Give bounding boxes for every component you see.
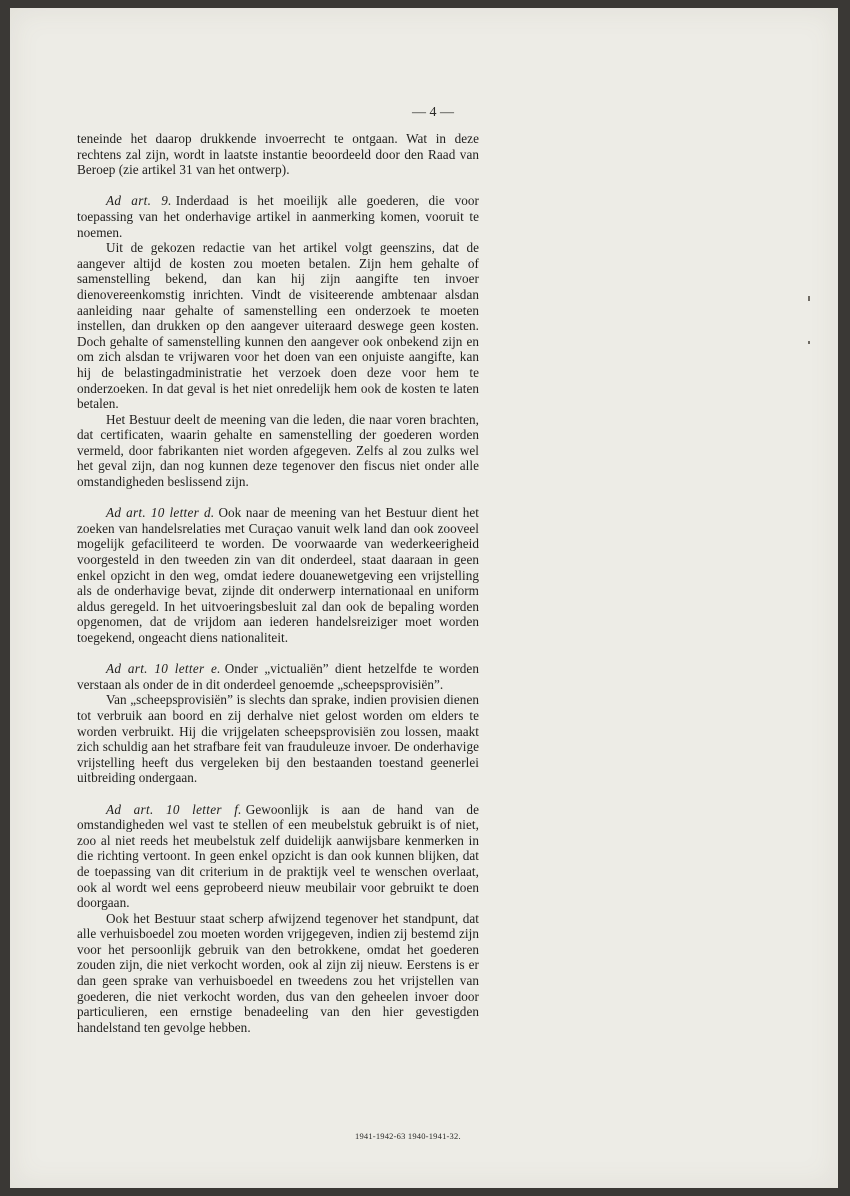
- paragraph: Het Bestuur deelt de meening van die leden, die naar voren brachten, dat certificaten, waarin gehalte en samenstelling der goederen worden vermeld, door fabrikanten niet worden afgegeven. Zelfs al zou zulks wel het geval zijn, dan nog kunnen deze tegenover den fiscus niet onder alle omstandigheden beslissend zijn.: [77, 411, 479, 490]
- body-text: [77, 131, 479, 1035]
- paragraph: Ad art. 10 letter d. Ook naar de meening van het Bestuur dient het zoeken van handelsrelaties met Curaçao vanuit welk land dan ook zooveel mogelijk gefaciliteerd te worden. De voorwaarde van wederkeerigheid voorgesteld in den tweeden zin van dit onderdeel, staat daaraan in geen enkel opzicht in den weg, omdat iedere douanewetgeving een vrijstelling als de onderhavige bevat, zijnde dit onderwerp internationaal en uniform aldus geregeld. In het uitvoeringsbesluit zal dan ook de bepaling worden opgenomen, dat de vrijdom aan iederen handelsreiziger moet worden toegekend, ongeacht diens nationaliteit.: [77, 505, 479, 645]
- footer-code: 1941-1942-63 1940-1941-32.: [355, 1131, 461, 1141]
- paragraph: Uit de gekozen redactie van het artikel volgt geenszins, dat de aangever altijd de kosten zou moeten betalen. Zijn hem gehalte of samenstelling bekend, dan kan hij zijn aangifte ten invoer dienovereenkomstig inrichten. Vindt de visiteerende ambtenaar alsdan aanleiding naar gehalte of samenstelling een onderzoek te moeten instellen, dan drukken op den aangever uiteraard deswege geen kosten. Doch gehalte of samenstelling kunnen den aangever ook onbekend zijn en om zich alsdan te vrijwaren voor het doen van een onjuiste aangifte, kan hij de belastingadministratie het verzoek doen deze voor hem te onderzoeken. In dat geval is het niet onredelijk hem ook de kosten te laten betalen.: [77, 240, 479, 412]
- article-reference: Ad art. 10 letter f.: [106, 801, 242, 817]
- article-reference: Ad art. 10 letter e.: [106, 661, 221, 677]
- margin-mark: [808, 341, 810, 344]
- paragraph: Ook het Bestuur staat scherp afwijzend tegenover het standpunt, dat alle verhuisboedel zou moeten worden vrijgegeven, indien zij bestemd zijn voor het persoonlijk gebruik van den betrokkene, omdat het goederen zouden zijn, die niet verkocht worden, ook al zijn zij nieuw. Eerstens is er dan geen sprake van verhuisboedel en tweedens zou het vrijstellen van goederen, die niet verkocht worden, dus van den geheelen invoer door particulieren, een ernstige benadeeling van den hier gevestigden handelstand ten gevolge hebben.: [77, 910, 479, 1035]
- paragraph: Ad art. 10 letter f. Gewoonlijk is aan de hand van de omstandigheden wel vast te stellen of een meubelstuk gebruikt is of niet, zoo al niet reeds het meubelstuk zelf duidelijk aanwijsbare kenmerken in die richting vertoont. In geen enkel opzicht is dan ook kunnen blijken, dat de toepassing van dit criterium in de praktijk veel te wenschen overlaat, ook al wordt wel eens geprobeerd nieuw meubilair voor gebruikt te doen doorgaan.: [77, 801, 479, 911]
- paragraph: Ad art. 9. Inderdaad is het moeilijk alle goederen, die voor toepassing van het onderhavige artikel in aanmerking komen, vooruit te noemen.: [77, 193, 479, 240]
- article-reference: Ad art. 10 letter d.: [106, 505, 215, 521]
- paragraph: teneinde het daarop drukkende invoerrecht te ontgaan. Wat in deze rechtens zal zijn, wordt in laatste instantie beoordeeld door den Raad van Beroep (zie artikel 31 van het ontwerp).: [77, 131, 479, 178]
- paragraph: Ad art. 10 letter e. Onder „victualiën” dient hetzelfde te worden verstaan als onder de in dit onderdeel genoemde „scheepsprovisiën”.: [77, 661, 479, 692]
- document-page: [10, 8, 838, 1188]
- paragraph: Van „scheepsprovisiën” is slechts dan sprake, indien provisien dienen tot verbruik aan boord en zij derhalve niet gelost worden om elders te worden verbruikt. Hij die vrijgelaten scheepsprovisiën zou lossen, maakt zich schuldig aan het strafbare feit van frauduleuze invoer. De onderhavige vrijstelling heeft dus vergeleken bij den bestaanden toestand geenerlei uitbreiding ondergaan.: [77, 692, 479, 786]
- margin-mark: [808, 296, 810, 301]
- page-number: — 4 —: [412, 105, 454, 120]
- article-reference: Ad art. 9.: [106, 193, 172, 209]
